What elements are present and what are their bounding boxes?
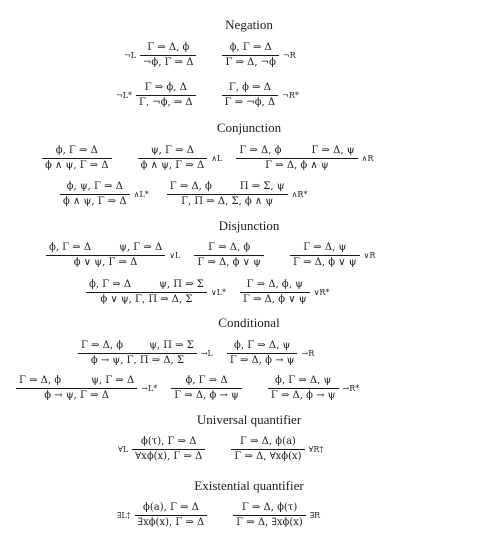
premise: ϕ, Γ ⇒ Δ: [49, 242, 92, 253]
conclusion: Γ, Π ⇒ Δ, Σ, ϕ ∧ ψ: [181, 196, 274, 207]
premise: ψ, Π ⇒ Σ: [149, 340, 194, 351]
rule-universal: [118, 435, 323, 464]
rule-label-disj-r: ∨R: [363, 251, 376, 260]
conclusion: ϕ ∧ ψ, Γ ⇒ Δ: [140, 160, 205, 171]
rule-negation-1: [124, 41, 296, 70]
conclusion: ϕ → ψ, Γ ⇒ Δ: [44, 390, 109, 401]
inference-cond-r-star-1: [171, 374, 242, 403]
inference-conj-r-star: [167, 180, 288, 209]
premise: ψ, Π ⇒ Σ: [159, 279, 204, 290]
conclusion: Γ ⇒ Δ, ∀xϕ(x): [234, 451, 302, 462]
inference-exists-l: [135, 501, 208, 530]
rule-label-neg-r: ¬R: [282, 51, 296, 60]
premise: Γ ⇒ Δ, ϕ: [208, 242, 251, 253]
premise: ϕ, Γ ⇒ Δ: [89, 279, 132, 290]
premise: Γ ⇒ Δ, ψ: [311, 145, 355, 156]
inference-forall-l: [132, 435, 205, 464]
inference-neg-l: [140, 41, 196, 70]
premise: ϕ, ψ, Γ ⇒ Δ: [66, 181, 123, 192]
rule-conditional-1: [78, 339, 314, 368]
conclusion: Γ ⇒ Δ, ϕ → ψ: [174, 390, 239, 401]
section-title-universal: Universal quantifier: [196, 412, 302, 427]
premise: ϕ(a), Γ ⇒ Δ: [143, 502, 199, 513]
conclusion: ϕ ∨ ψ, Γ, Π ⇒ Δ, Σ: [100, 294, 193, 305]
rule-conjunction-2: [60, 180, 307, 209]
conclusion: ∀xϕ(x), Γ ⇒ Δ: [135, 451, 203, 462]
inference-disj-r-star: [240, 278, 310, 307]
conclusion: Γ ⇒ Δ, ϕ ∧ ψ: [265, 160, 329, 171]
premise: Γ ⇒ Δ, ϕ: [19, 375, 62, 386]
rule-label-neg-l: ¬L: [124, 51, 137, 60]
conclusion: Γ ⇒ ¬ϕ, Δ: [224, 97, 276, 108]
rule-label-disj-l: ∨L: [169, 251, 181, 260]
premise: Γ ⇒ Δ, ϕ(τ): [241, 502, 298, 513]
inference-disj-r1: [194, 241, 264, 270]
rule-label-neg-r-star: ¬R*: [282, 91, 299, 100]
section-title-conjunction: Conjunction: [216, 120, 282, 135]
premise: ϕ, Γ ⇒ Δ: [229, 42, 272, 53]
premise: ψ, Γ ⇒ Δ: [119, 242, 163, 253]
conclusion: Γ ⇒ Δ, ϕ ∨ ψ: [197, 257, 261, 268]
inference-disj-l: [46, 241, 165, 270]
inference-cond-l-star: [16, 374, 137, 403]
premise: ψ, Γ ⇒ Δ: [91, 375, 135, 386]
premise: ψ, Γ ⇒ Δ: [150, 145, 194, 156]
section-title-existential: Existential quantifier: [194, 478, 304, 493]
inference-cond-l: [78, 339, 197, 368]
premise: Γ ⇒ Δ, ϕ: [239, 145, 282, 156]
premise: Γ ⇒ Δ, ϕ: [169, 181, 212, 192]
premise: ϕ, Γ ⇒ Δ: [185, 375, 228, 386]
inference-exists-r: [233, 501, 306, 530]
rule-negation-2: [116, 81, 299, 110]
rule-label-cond-l-star: →L*: [141, 384, 158, 393]
conclusion: Γ ⇒ Δ, ϕ ∨ ψ: [292, 257, 357, 268]
premise: Γ ⇒ ϕ, Δ: [144, 82, 187, 93]
inference-disj-l-star: [86, 278, 207, 307]
rule-label-conj-r-star: ∧R*: [291, 190, 308, 199]
inference-cond-r-star-2: [268, 374, 339, 403]
rule-label-disj-l-star: ∨L*: [210, 288, 226, 297]
rule-label-exists-r: ∃R: [309, 511, 321, 520]
conclusion: Γ ⇒ Δ, ϕ ∨ ψ: [242, 294, 307, 305]
section-title-conditional: Conditional: [218, 315, 280, 330]
rule-conjunction-1: [42, 144, 373, 173]
rule-label-neg-l-star: ¬L*: [116, 91, 133, 100]
premise: ϕ, Γ ⇒ Δ: [55, 145, 98, 156]
rule-label-exists-l: ∃L†: [117, 511, 131, 520]
rule-label-forall-r: ∀R†: [308, 445, 324, 454]
rule-label-disj-r-star: ∨R*: [313, 288, 330, 297]
premise: Γ ⇒ Δ, ψ: [303, 242, 347, 253]
conclusion: ¬ϕ, Γ ⇒ Δ: [143, 57, 194, 68]
premise: Γ ⇒ Δ, ϕ: [147, 42, 190, 53]
conclusion: Γ ⇒ Δ, ¬ϕ: [225, 57, 276, 68]
inference-forall-r: [231, 435, 304, 464]
premise: Γ ⇒ Δ, ϕ, ψ: [246, 279, 303, 290]
inference-neg-l-star: [136, 81, 196, 110]
rule-disjunction-1: [46, 241, 375, 270]
inference-conj-r: [236, 144, 357, 173]
conclusion: ϕ ∧ ψ, Γ ⇒ Δ: [45, 160, 109, 171]
rule-label-cond-r-star: →R*: [342, 384, 360, 393]
inference-conj-l2: [138, 144, 208, 173]
section-title-disjunction: Disjunction: [218, 218, 280, 233]
rule-label-conj-r: ∧R: [361, 154, 374, 163]
premise: ϕ(τ), Γ ⇒ Δ: [141, 436, 197, 447]
rule-label-cond-r: →R: [301, 349, 315, 358]
section-title-negation: Negation: [225, 17, 273, 32]
conclusion: ϕ → ψ, Γ, Π ⇒ Δ, Σ: [90, 355, 184, 366]
rule-conditional-2: [16, 374, 359, 403]
conclusion: Γ ⇒ Δ, ϕ → ψ: [270, 390, 336, 401]
rule-label-cond-l: →L: [200, 349, 213, 358]
conclusion: Γ ⇒ Δ, ∃xϕ(x): [236, 517, 303, 528]
conclusion: Γ, ¬ϕ, ⇒ Δ: [139, 97, 193, 108]
rule-label-conj-l: ∧L: [211, 154, 223, 163]
rule-disjunction-2: [86, 278, 329, 307]
premise: Γ, ϕ ⇒ Δ: [228, 82, 271, 93]
rule-label-conj-l-star: ∧L*: [133, 190, 149, 199]
inference-conj-l1: [42, 144, 112, 173]
conclusion: ∃xϕ(x), Γ ⇒ Δ: [137, 517, 205, 528]
premise: ϕ, Γ ⇒ Δ, ψ: [275, 375, 332, 386]
inference-neg-r: [222, 41, 278, 70]
premise: Π ⇒ Σ, ψ: [239, 181, 285, 192]
inference-cond-r: [227, 339, 298, 368]
inference-disj-r2: [290, 241, 360, 270]
premise: Γ ⇒ Δ, ϕ(a): [240, 436, 296, 447]
conclusion: ϕ ∨ ψ, Γ ⇒ Δ: [73, 257, 138, 268]
rule-existential: [117, 501, 320, 530]
premise: ϕ, Γ ⇒ Δ, ψ: [234, 340, 291, 351]
inference-conj-l-star: [60, 180, 130, 209]
conclusion: Γ ⇒ Δ, ϕ → ψ: [229, 355, 295, 366]
premise: Γ ⇒ Δ, ϕ: [81, 340, 124, 351]
inference-neg-r-star: [222, 81, 278, 110]
conclusion: ϕ ∧ ψ, Γ ⇒ Δ: [63, 196, 127, 207]
rule-label-forall-l: ∀L: [118, 445, 129, 454]
